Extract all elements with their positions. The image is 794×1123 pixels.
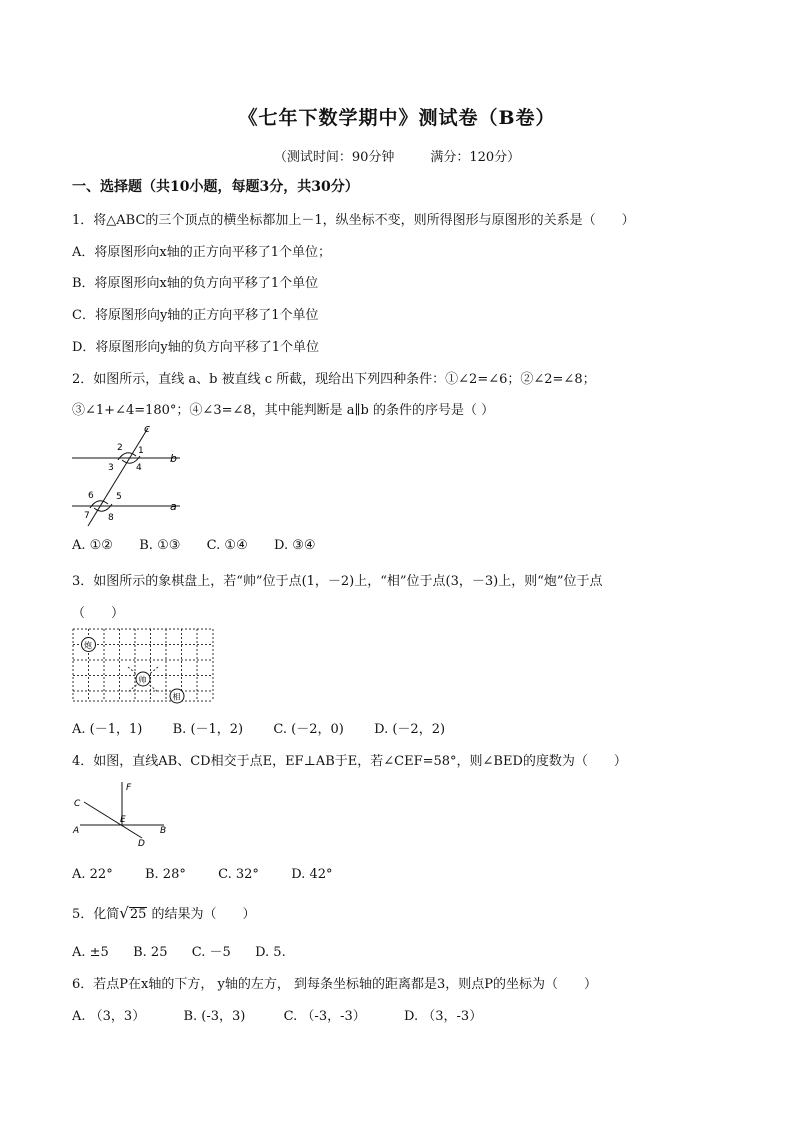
question-6-stem: 6．若点P在x轴的下方， y轴的左方， 到每条坐标轴的距离都是3，则点P的坐标为（ ） xyxy=(72,977,597,992)
question-3-option-a: A. (－1，1) xyxy=(72,722,143,737)
angle-label-4: 4 xyxy=(136,463,142,473)
question-4-stem: 4．如图，直线AB、CD相交于点E，EF⊥AB于E，若∠CEF=58°，则∠BED的度数为（ ） xyxy=(72,754,627,769)
label-b: B xyxy=(160,826,167,836)
question-4-options xyxy=(72,867,333,882)
section-heading: 一、选择题（共10小题，每题3分，共30分） xyxy=(72,179,359,195)
sqrt-icon: √ xyxy=(119,904,129,922)
question-1-option-c: C．将原图形向y轴的正方向平移了1个单位 xyxy=(72,308,319,323)
chessboard-figure xyxy=(70,626,218,708)
label-d: D xyxy=(138,839,145,849)
angle-label-1: 1 xyxy=(138,446,144,456)
question-6-options xyxy=(72,1005,482,1024)
question-5-option-a: A. ±5 xyxy=(72,945,109,960)
arc-bottom-1 xyxy=(90,501,108,508)
question-5-radicand: 25 xyxy=(129,907,147,922)
question-4-option-b: B. 28° xyxy=(144,867,186,882)
question-6-option-c: C. （-3，-3） xyxy=(283,1009,366,1024)
question-5-option-d: D. 5. xyxy=(255,945,286,960)
angle-label-3: 3 xyxy=(108,463,114,473)
question-4-option-a: A. 22° xyxy=(72,867,113,882)
piece-xiang-label: 相 xyxy=(172,692,181,702)
arc-top-1 xyxy=(118,453,136,460)
question-2-stem-line2: ③∠1+∠4=180°；④∠3=∠8，其中能判断是 a∥b 的条件的序号是（ ） xyxy=(72,403,495,418)
line-cd xyxy=(84,802,142,838)
intersecting-lines-figure xyxy=(70,778,180,850)
label-c: c xyxy=(144,422,151,435)
question-3-options xyxy=(72,718,445,737)
parallel-lines-figure xyxy=(70,420,190,530)
question-4-option-d: D. 42° xyxy=(291,867,333,882)
angle-label-6: 6 xyxy=(88,491,94,501)
piece-shuai-label: 帅 xyxy=(138,675,147,685)
question-6-option-a: A. （3，3） xyxy=(72,1009,146,1024)
full-score: 满分：120分） xyxy=(430,150,521,165)
question-6-option-b: B. (-3，3) xyxy=(183,1009,246,1024)
label-c: C xyxy=(74,799,81,809)
piece-pao-label: 炮 xyxy=(84,641,92,650)
arc-bottom-2 xyxy=(94,504,112,511)
question-2-option-b: B. ①③ xyxy=(139,538,181,553)
question-2-option-d: D. ③④ xyxy=(274,538,316,553)
page-title: 《七年下数学期中》测试卷（B卷） xyxy=(238,107,556,129)
test-time: （测试时间：90分钟 xyxy=(273,150,395,165)
question-5-options xyxy=(72,941,286,960)
angle-label-2: 2 xyxy=(117,443,123,453)
question-2-options xyxy=(72,538,316,553)
question-2-option-c: C. ①④ xyxy=(206,538,248,553)
question-5-option-b: B. 25 xyxy=(133,945,168,960)
question-3-stem-line2: （ ） xyxy=(72,606,125,621)
question-5-option-c: C. －5 xyxy=(191,945,231,960)
question-2-stem-line1: 2．如图所示，直线 a、b 被直线 c 所截，现给出下列四种条件：①∠2=∠6；②∠2=∠8； xyxy=(72,372,596,387)
angle-label-5: 5 xyxy=(116,492,122,502)
question-5-stem xyxy=(72,903,256,922)
angle-label-7: 7 xyxy=(84,511,90,521)
question-6-option-d: D. （3，-3） xyxy=(404,1009,483,1024)
label-b: b xyxy=(170,452,177,465)
question-1-stem: 1．将△ABC的三个顶点的横坐标都加上－1，纵坐标不变，则所得图形与原图形的关系是（ ） xyxy=(72,213,635,228)
angle-label-8: 8 xyxy=(108,513,114,523)
question-3-stem-line1: 3．如图所示的象棋盘上，若“帅”位于点(1，－2)上，“相”位于点(3，－3)上，则“炮”位于点 xyxy=(72,574,603,589)
label-a: A xyxy=(73,826,80,836)
question-2-option-a: A. ①② xyxy=(72,538,113,553)
question-4-option-c: C. 32° xyxy=(218,867,259,882)
question-5-prefix: 5．化简 xyxy=(72,907,120,922)
question-1-option-a: A．将原图形向x轴的正方向平移了1个单位； xyxy=(72,245,331,260)
question-1-option-b: B．将原图形向x轴的负方向平移了1个单位 xyxy=(72,276,319,291)
label-e: E xyxy=(120,815,126,825)
page-subtitle xyxy=(0,146,794,165)
label-a: a xyxy=(170,500,177,513)
label-f: F xyxy=(126,783,132,793)
question-3-option-d: D. (－2，2) xyxy=(374,722,446,737)
question-3-option-b: B. (－1，2) xyxy=(172,722,244,737)
question-3-option-c: C. (－2，0) xyxy=(273,722,344,737)
question-5-suffix: 的结果为（ ） xyxy=(151,907,256,922)
question-1-option-d: D．将原图形向y轴的负方向平移了1个单位 xyxy=(72,340,320,355)
